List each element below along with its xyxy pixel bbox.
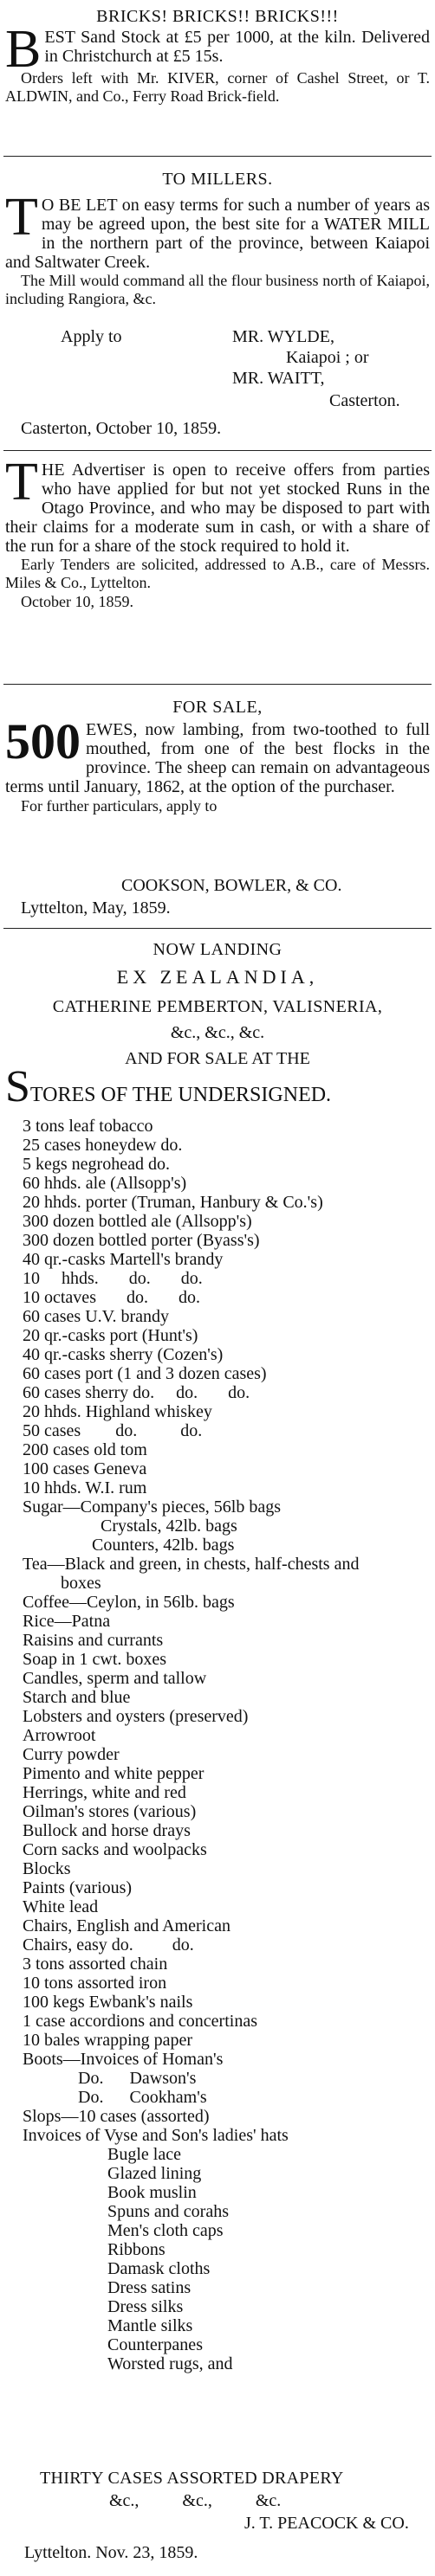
list-item: 100 kegs Ewbank's nails [23,1993,193,2012]
millers-name2: MR. WAITT, [232,369,325,388]
divider [3,684,432,685]
list-item: Chairs, easy do. do. [23,1935,194,1955]
millers-date: Casterton, October 10, 1859. [21,419,222,438]
list-item: 60 cases U.V. brandy [23,1307,170,1326]
millers-place1: Kaiapoi ; or [286,348,369,367]
bricks-heading: BRICKS! BRICKS!! BRICKS!!! [96,7,339,26]
list-item: 10 tons assorted iron [23,1974,167,1993]
drop-cap-b: B [5,20,42,79]
list-item: Starch and blue [23,1688,131,1707]
advertiser-body: HE Advertiser is open to receive offers from parties who have applied for but not yet stocked Runs in the Otago Province, and who may be disposed to part with their claims for a moderate sum in cash, or with a share of the run for a share of the stock required to hold it. [5,460,430,556]
list-item: Tea—Black and green, in chests, half-chests and [23,1555,360,1574]
list-item: 60 cases sherry do. do. do. [23,1383,250,1402]
five-hundred-numeral: 500 [5,713,81,770]
bricks-orders: Orders left with Mr. KIVER, corner of Cashel Street, or T. ALDWIN, and Co., Ferry Road Brick-field. [5,69,430,105]
list-item: 1 case accordions and concertinas [23,2012,257,2031]
forsale-date: Lyttelton, May, 1859. [21,898,171,918]
drop-cap-t: T [5,453,38,512]
list-item: Soap in 1 cwt. boxes [23,1650,167,1669]
list-item: Glazed lining [107,2164,202,2183]
list-item: Bullock and horse drays [23,1821,191,1840]
list-item: Do. Dawson's [78,2069,197,2088]
list-item: Rice—Patna [23,1612,111,1631]
landing-etc: &c., &c., &c. [170,1023,265,1042]
list-item: Book muslin [107,2183,197,2202]
list-item: Curry powder [23,1745,120,1764]
forsale-firm: COOKSON, BOWLER, & CO. [121,876,342,895]
drapery-etc: &c., &c., &c. [109,2491,282,2510]
list-item: Crystals, 42lb. bags [101,1517,237,1536]
bricks-advert [5,20,430,106]
drop-cap-t: T [5,188,38,247]
list-item: Raisins and currants [23,1631,164,1650]
advertiser-date: October 10, 1859. [21,593,133,610]
drapery-line: THIRTY CASES ASSORTED DRAPERY [40,2469,344,2488]
list-item: Boots—Invoices of Homan's [23,2050,224,2069]
millers-heading: TO MILLERS. [162,170,273,189]
divider [3,156,432,157]
list-item: 10 octaves do. do. [23,1288,200,1307]
list-item: 3 tons leaf tobacco [23,1117,153,1136]
list-item: Dress silks [107,2297,184,2316]
list-item: Ribbons [107,2240,166,2259]
millers-body: O BE LET on easy terms for such a number of years as may be agreed upon, the best site for a WATER MILL in the northern part of the province, between Kaiapoi and Saltwater Creek. [5,196,430,272]
advertiser-tenders: Early Tenders are solicited, addressed to A.B., care of Messrs. Miles & Co., Lyttelton. [5,556,430,591]
list-item: 20 hhds. porter (Truman, Hanbury & Co.'s) [23,1193,323,1212]
list-item: Spuns and corahs [107,2202,229,2221]
millers-advert [5,188,430,308]
list-item: Pimento and white pepper [23,1764,205,1783]
list-item: 20 hhds. Highland whiskey [23,1402,212,1421]
forsale-body: EWES, now lambing, from two-toothed to full mouthed, from one of the best flocks in the province. The sheep can remain on advantageous terms until January, 1862, at the option of the purchaser. [5,720,430,796]
list-item: 5 kegs negrohead do. [23,1155,170,1174]
list-item: Worsted rugs, and [107,2354,233,2373]
list-item: Slops—10 cases (assorted) [23,2107,210,2126]
list-item: 10 bales wrapping paper [23,2031,193,2050]
list-item: 40 qr.-casks Martell's brandy [23,1250,224,1269]
list-item: 50 cases do. do. [23,1421,203,1440]
landing-date: Lyttelton. Nov. 23, 1859. [24,2543,198,2562]
list-item: Invoices of Vyse and Son's ladies' hats [23,2126,289,2145]
list-item: 20 qr.-casks port (Hunt's) [23,1326,198,1345]
advertiser-advert [5,453,430,611]
list-item: Oilman's stores (various) [23,1802,197,1821]
list-item: Arrowroot [23,1726,96,1745]
list-item: Coffee—Ceylon, in 56lb. bags [23,1593,235,1612]
list-item: 40 qr.-casks sherry (Cozen's) [23,1345,224,1364]
forsale-advert [5,713,430,815]
landing-ships-line1: EX ZEALANDIA, [116,966,319,988]
list-item: Blocks [23,1859,71,1878]
list-item: Damask cloths [107,2259,211,2278]
millers-place2: Casterton. [329,391,400,410]
list-item: boxes [61,1574,101,1593]
list-item: White lead [23,1897,99,1916]
goods-list [5,1117,430,2373]
list-item: 10 hhds. W.I. rum [23,1478,147,1497]
millers-apply: Apply to [61,327,122,346]
list-item: Dress satins [107,2278,192,2297]
list-item: 300 dozen bottled porter (Byass's) [23,1231,260,1250]
list-item: Do. Cookham's [78,2088,207,2107]
list-item: 60 hhds. ale (Allsopp's) [23,1174,187,1193]
list-item: Mantle silks [107,2316,193,2335]
list-item: 25 cases honeydew do. [23,1136,183,1155]
divider [3,928,432,929]
list-item: Counterpanes [107,2335,203,2354]
bricks-body: EST Sand Stock at £5 per 1000, at the kiln. Delivered in Christchurch at £5 15s. [44,28,430,66]
list-item: 100 cases Geneva [23,1459,147,1478]
list-item: Bugle lace [107,2145,181,2164]
list-item: 200 cases old tom [23,1440,147,1459]
forsale-heading: FOR SALE, [172,698,263,717]
list-item: Sugar—Company's pieces, 56lb bags [23,1497,282,1517]
millers-name1: MR. WYLDE, [232,327,334,346]
list-item: Paints (various) [23,1878,133,1897]
divider [3,450,432,451]
landing-ships-line2: CATHERINE PEMBERTON, VALISNERIA, [52,997,383,1016]
stores-heading [5,1062,430,1114]
list-item: 300 dozen bottled ale (Allsopp's) [23,1212,252,1231]
list-item: Counters, 42lb. bags [92,1536,235,1555]
list-item: Candles, sperm and tallow [23,1669,207,1688]
list-item: Herrings, white and red [23,1783,186,1802]
list-item: 60 cases port (1 and 3 dozen cases) [23,1364,267,1383]
millers-mill: The Mill would command all the flour business north of Kaiapoi, including Rangiora, &c. [5,272,430,307]
signer: J. T. PEACOCK & CO. [244,2514,409,2533]
list-item: Men's cloth caps [107,2221,224,2240]
forsale-further: For further particulars, apply to [21,797,218,815]
list-item: 3 tons assorted chain [23,1955,168,1974]
landing-forsale: AND FOR SALE AT THE [125,1049,310,1068]
landing-heading: NOW LANDING [153,940,282,959]
stores-big-s: S [5,1062,30,1111]
stores-rest: TORES OF THE UNDERSIGNED. [29,1084,332,1106]
list-item: Lobsters and oysters (preserved) [23,1707,249,1726]
list-item: Chairs, English and American [23,1916,230,1935]
list-item: 10 hhds. do. do. [23,1269,203,1288]
list-item: Corn sacks and woolpacks [23,1840,207,1859]
